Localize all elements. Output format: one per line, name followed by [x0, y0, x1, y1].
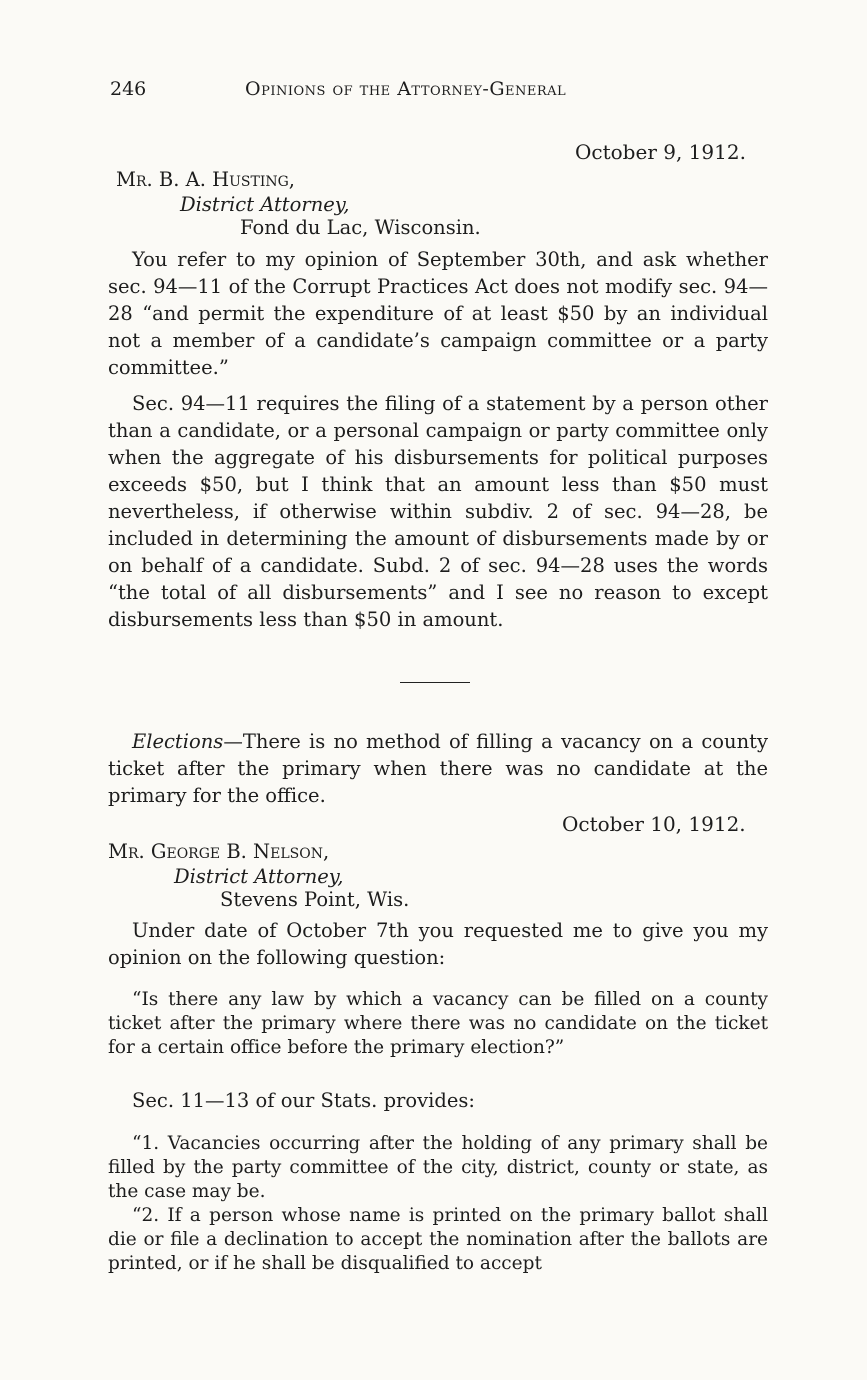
letter2-paragraph-2: Sec. 11—13 of our Stats. provides:	[132, 1089, 475, 1112]
page-header	[110, 78, 770, 108]
letter2-address	[108, 838, 768, 913]
letter1-paragraph-1: You refer to my opinion of September 30th, and ask whether sec. 94—11 of the Corrupt Practices Act does not modify sec. 94—28 “and permit the expenditure of at least $50 by an individual not a member of a candidate’s campaign committee or a party committee.”	[108, 248, 768, 379]
letter1-address	[108, 166, 768, 241]
headnote-label: Elections	[132, 730, 224, 753]
addressee-name: Mr. George B. Nelson,	[108, 840, 330, 863]
section-divider	[400, 682, 470, 683]
statute-clause-1: “1. Vacancies occurring after the holding of any primary shall be filled by the party committee of the city, district, county or state, as the case may be.	[108, 1133, 768, 1202]
page-number: 246	[110, 78, 147, 100]
addressee-name: Mr. B. A. Husting,	[116, 168, 296, 191]
statute-clause-2: “2. If a person whose name is printed on the primary ballot shall die or file a declination to accept the nomination after the ballots are printed, or if he shall be disqualified to accept	[108, 1205, 768, 1274]
letter1-date: October 9, 1912.	[575, 140, 746, 164]
running-head: Opinions of the Attorney-General	[245, 78, 567, 100]
addressee-title: District Attorney,	[174, 865, 344, 888]
headnote	[108, 728, 768, 809]
addressee-place: Stevens Point, Wis.	[220, 888, 410, 911]
quoted-question: “Is there any law by which a vacancy can be filled on a county ticket after the primary where there was no candidate on the ticket for a certain office before the primary election?”	[108, 989, 768, 1058]
letter2-date: October 10, 1912.	[562, 812, 746, 836]
letter1-paragraph-2: Sec. 94—11 requires the filing of a statement by a person other than a candidate, or a personal campaign or party committee only when the aggregate of his disbursements for political purposes exceeds $50, but I think that an amount less than $50 must nevertheless, if otherwise within subdiv. 2 of sec. 94—28, be included in determining the amount of disbursements made by or on behalf of a candidate. Subd. 2 of sec. 94—28 uses the words “the total of all disbursements” and I see no reason to except disbursements less than $50 in amount.	[108, 392, 768, 631]
addressee-title: District Attorney,	[180, 193, 350, 216]
headnote-text: —There is no method of filling a vacancy on a county ticket after the primary when there was no candidate at the primary for the office.	[108, 730, 768, 807]
addressee-place: Fond du Lac, Wisconsin.	[240, 216, 481, 239]
letter2-paragraph-1: Under date of October 7th you requested me to give you my opinion on the following question:	[108, 919, 768, 969]
